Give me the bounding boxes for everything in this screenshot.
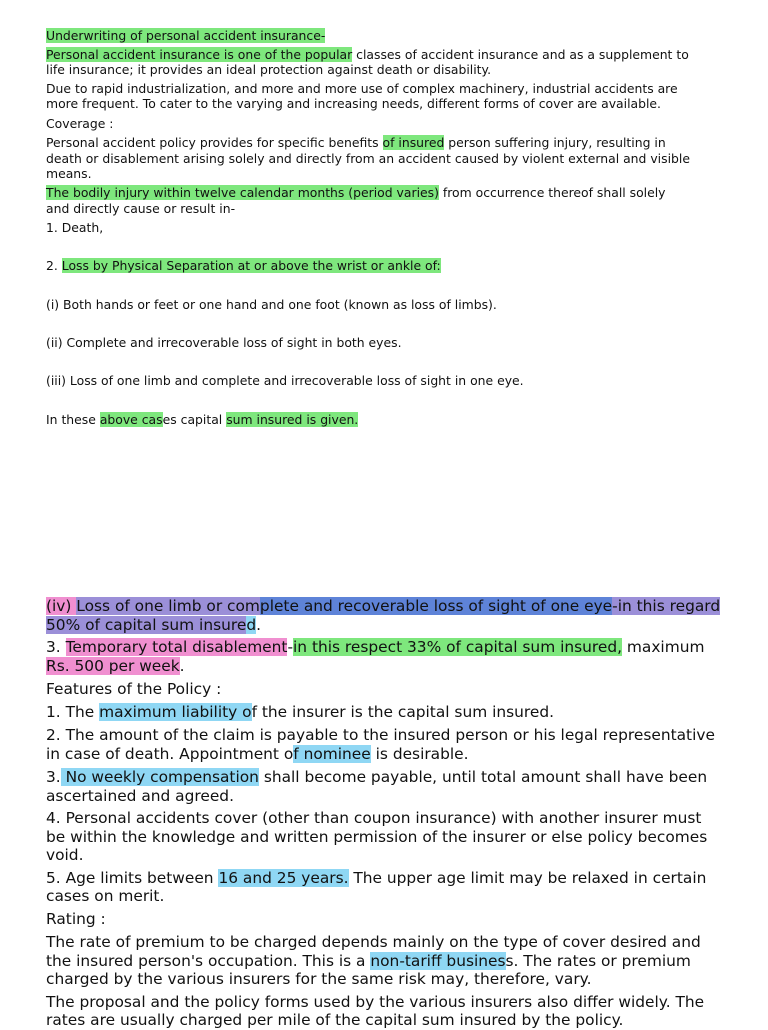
industrial-line-1: Due to rapid industrialization, and more and more use of complex machinery, industrial accidents are	[46, 81, 678, 96]
temp-line-1: 3. Temporary total disablement-in this respect 33% of capital sum insured, maximum	[46, 638, 705, 656]
proposal-line-2: rates are usually charged per mile of the capital sum insured by the policy.	[46, 1011, 624, 1029]
rating-label: Rating :	[46, 910, 106, 928]
item-death: 1. Death,	[46, 220, 104, 235]
feature-2-line-1: 2. The amount of the claim is payable to the insured person or his legal representative	[46, 726, 715, 744]
coverage-line-3: means.	[46, 166, 92, 181]
intro-line-1: Personal accident insurance is one of the popular classes of accident insurance and as a supplement to	[46, 47, 689, 62]
sub-item-ii: (ii) Complete and irrecoverable loss of sight in both eyes.	[46, 335, 402, 350]
feature-3-line-1: 3. No weekly compensation shall become payable, until total amount shall have been	[46, 768, 708, 786]
item-loss-separation: 2. Loss by Physical Separation at or above the wrist or ankle of:	[46, 258, 441, 273]
rating-line-2: the insured person's occupation. This is a non-tariff business. The rates or premium	[46, 952, 691, 970]
temp-line-2: Rs. 500 per week.	[46, 657, 185, 675]
feature-4-line-3: void.	[46, 846, 84, 864]
feature-2-line-2: in case of death. Appointment of nominee is desirable.	[46, 745, 469, 763]
heading-underwriting: Underwriting of personal accident insurance-	[46, 28, 326, 43]
features-label: Features of the Policy :	[46, 680, 222, 698]
sub-item-iii: (iii) Loss of one limb and complete and irrecoverable loss of sight in one eye.	[46, 373, 524, 388]
feature-5-line-1: 5. Age limits between 16 and 25 years. The upper age limit may be relaxed in certain	[46, 869, 707, 887]
coverage-line-2: death or disablement arising solely and directly from an accident caused by violent external and visible	[46, 151, 690, 166]
rating-line-3: charged by the various insurers for the same risk may, therefore, vary.	[46, 970, 592, 988]
feature-4-line-1: 4. Personal accidents cover (other than coupon insurance) with another insurer must	[46, 809, 702, 827]
rating-line-1: The rate of premium to be charged depends mainly on the type of cover desired and	[46, 933, 701, 951]
coverage-line-1: Personal accident policy provides for specific benefits of insured person suffering injury, resulting in	[46, 135, 666, 150]
proposal-line-1: The proposal and the policy forms used by the various insurers also differ widely. The	[46, 993, 705, 1011]
iv-line-2: 50% of capital sum insured.	[46, 616, 262, 634]
industrial-line-2: more frequent. To cater to the varying and increasing needs, different forms of cover are available.	[46, 96, 661, 111]
feature-5-line-2: cases on merit.	[46, 887, 165, 905]
bodily-line-2: and directly cause or result in-	[46, 201, 236, 216]
cases-line: In these above cases capital sum insured is given.	[46, 412, 359, 427]
bodily-line-1: The bodily injury within twelve calendar months (period varies) from occurrence thereof shall solely	[46, 185, 666, 200]
iv-line-1: (iv) Loss of one limb or complete and recoverable loss of sight of one eye-in this regard	[46, 597, 721, 615]
intro-line-2: life insurance; it provides an ideal protection against death or disability.	[46, 62, 492, 77]
feature-1: 1. The maximum liability of the insurer is the capital sum insured.	[46, 703, 555, 721]
feature-3-line-2: ascertained and agreed.	[46, 787, 234, 805]
sub-item-i: (i) Both hands or feet or one hand and one foot (known as loss of limbs).	[46, 297, 497, 312]
feature-4-line-2: be within the knowledge and written permission of the insurer or else policy becomes	[46, 828, 708, 846]
coverage-label: Coverage :	[46, 116, 114, 131]
